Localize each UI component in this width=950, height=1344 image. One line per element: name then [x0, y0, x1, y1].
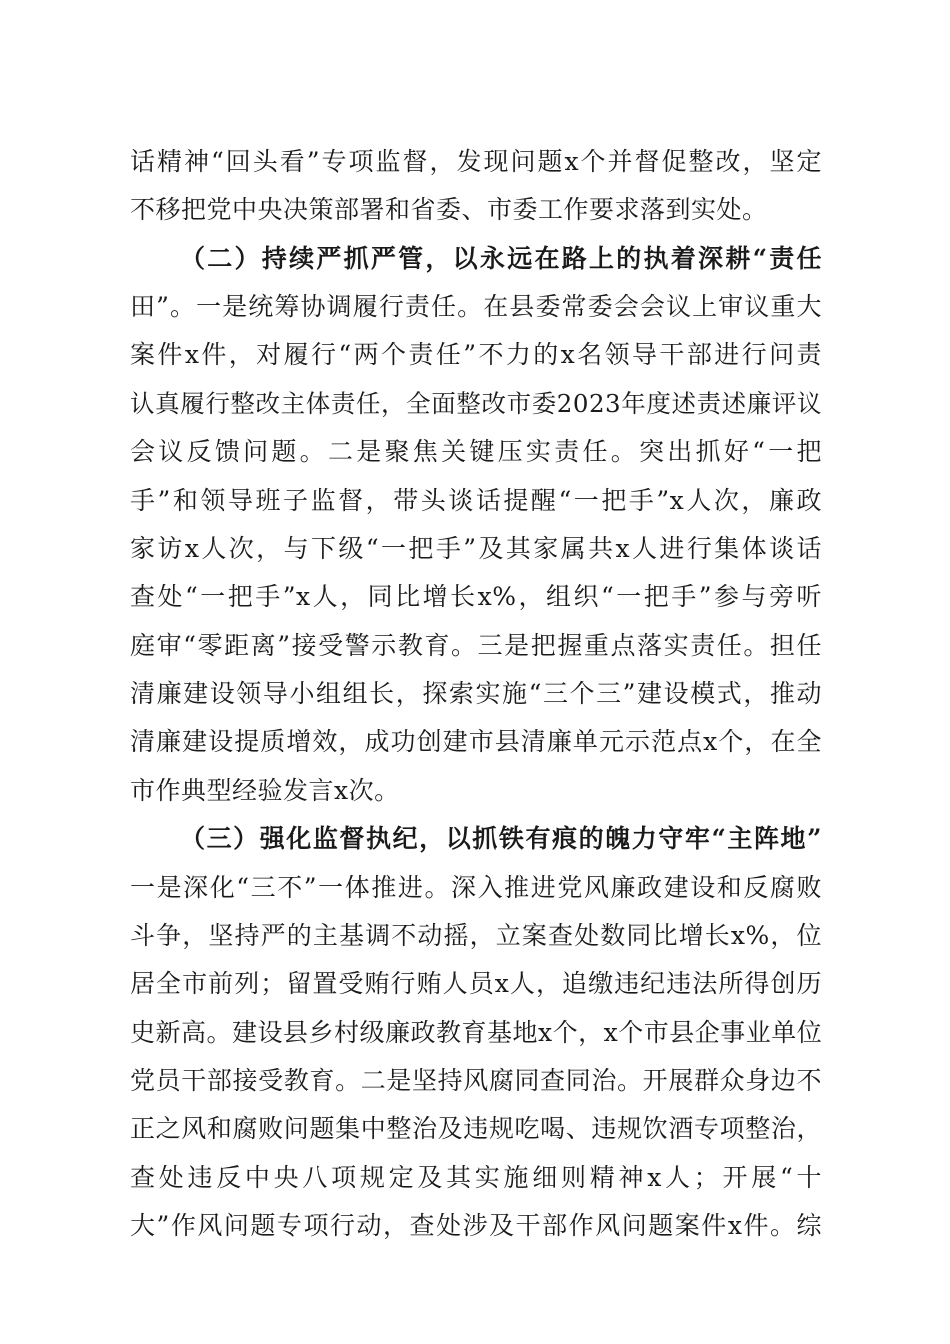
text-line: 会议反馈问题。二是聚焦关键压实责任。突出抓好“一把	[130, 437, 822, 466]
text-line: 不移把党中央决策部署和省委、市委工作要求落到实处。	[130, 195, 768, 224]
section-heading: （三）强化监督执纪，以抓铁有痕的魄力守牢“主阵地”	[180, 824, 822, 853]
text-line: 家访x人次，与下级“一把手”及其家属共x人进行集体谈话	[130, 534, 822, 563]
text-line: 正之风和腐败问题集中整治及违规吃喝、违规饮酒专项整治，	[130, 1114, 822, 1143]
text-line: 庭审“零距离”接受警示教育。三是把握重点落实责任。担任	[130, 631, 822, 660]
text-line: 党员干部接受教育。二是坚持风腐同查同治。开展群众身边不	[130, 1066, 822, 1095]
text-line: 案件x件，对履行“两个责任”不力的x名领导干部进行问责	[130, 340, 822, 369]
text-line: 大”作风问题专项行动，查处涉及干部作风问题案件x件。综	[130, 1211, 822, 1240]
text-line: 田”。一是统筹协调履行责任。在县委常委会会议上审议重大	[130, 292, 822, 321]
text-line: 清廉建设领导小组组长，探索实施“三个三”建设模式，推动	[130, 679, 822, 708]
text-line: 查处“一把手”x人，同比增长x%，组织“一把手”参与旁听	[130, 582, 822, 611]
text-line: 话精神“回头看”专项监督，发现问题x个并督促整改，坚定	[130, 147, 822, 176]
text-line: 手”和领导班子监督，带头谈话提醒“一把手”x人次，廉政	[130, 486, 822, 515]
text-line: 清廉建设提质增效，成功创建市县清廉单元示范点x个，在全	[130, 727, 822, 756]
text-line: 市作典型经验发言x次。	[130, 776, 400, 805]
section-heading: （二）持续严抓严管，以永远在路上的执着深耕“责任	[180, 244, 822, 273]
text-line: 一是深化“三不”一体推进。深入推进党风廉政建设和反腐败	[130, 873, 822, 902]
text-line: 居全市前列；留置受贿行贿人员x人，追缴违纪违法所得创历	[130, 969, 822, 998]
text-line: 斗争，坚持严的主基调不动摇，立案查处数同比增长x%，位	[130, 921, 822, 950]
text-line: 查处违反中央八项规定及其实施细则精神x人；开展“十	[130, 1163, 822, 1192]
text-line: 认真履行整改主体责任，全面整改市委2023年度述责述廉评议	[130, 389, 822, 418]
text-line: 史新高。建设县乡村级廉政教育基地x个，x个市县企事业单位	[130, 1018, 823, 1047]
